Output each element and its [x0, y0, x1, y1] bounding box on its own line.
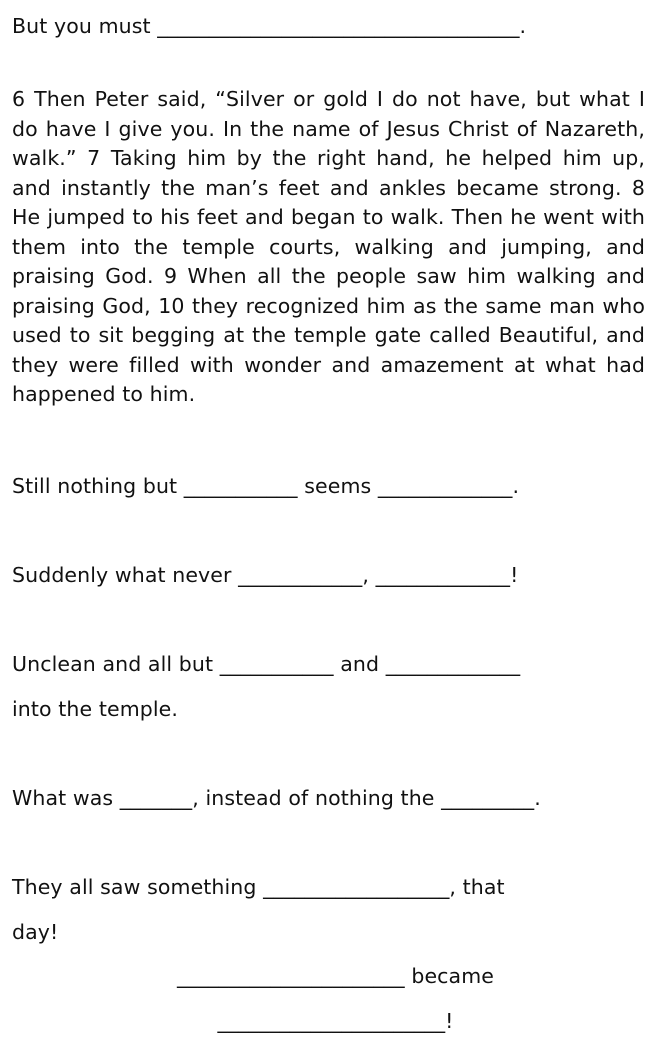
prompt-line-6b: day! [12, 920, 59, 944]
prompt-line-4a: Unclean and all but ___________ and _____________ [12, 652, 521, 676]
prompt-line-5: What was _______, instead of nothing the _________. [12, 786, 541, 810]
prompt-line-1: But you must ___________________________________. [12, 14, 527, 38]
prompt-line-2: Still nothing but ___________ seems _____________. [12, 474, 520, 498]
prompt-line-7: ______________________ became [177, 964, 494, 988]
prompt-line-8: ______________________! [217, 1009, 454, 1033]
prompt-line-4b: into the temple. [12, 697, 179, 721]
prompt-line-3: Suddenly what never ____________, _____________! [12, 563, 519, 587]
scripture-passage: 6 Then Peter said, “Silver or gold I do not have, but what I do have I give you. In the name of Jesus Christ of Nazareth, walk.” 7 Taking him by the right hand, he helped him up, and instantly the man’s feet and ankles became strong. 8 He jumped to his feet and began to walk. Then he went with them into the temple courts, walking and jumping, and praising God. 9 When all the people saw him walking and praising God, 10 they recognized him as the same man who used to sit begging at the temple gate called Beautiful, and they were filled with wonder and amazement at what had happened to him. [12, 87, 645, 406]
prompt-line-6a: They all saw something __________________, that [12, 875, 505, 899]
